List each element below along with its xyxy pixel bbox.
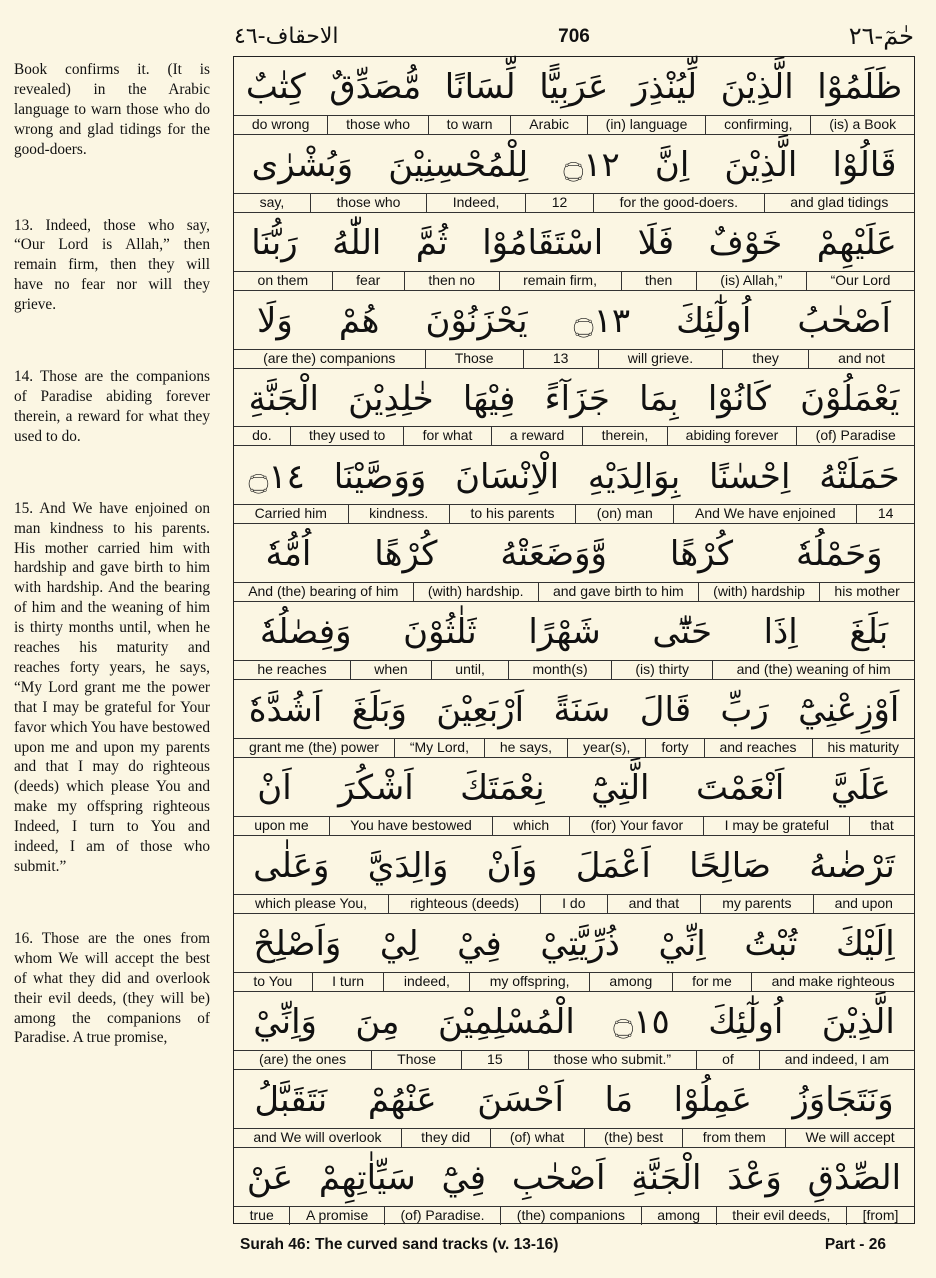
arabic-word: لِيْ [379,923,419,964]
arabic-word: حَتّٰٓى [652,612,712,653]
arabic-word: اُولٰٓئِكَ [676,300,752,341]
gloss-cell: my offspring, [469,973,589,991]
verse-row [234,135,914,213]
arabic-word: مِنَ [355,1001,400,1042]
arabic-word: اَنْ [257,768,292,809]
gloss-cell: month(s) [508,661,611,679]
arabic-word: الْمُسْلِمِيْنَ [437,1001,575,1042]
arabic-word: اِذَا [763,612,798,653]
verse-row [234,836,914,914]
gloss-cell: 12 [525,194,593,212]
gloss-line [234,1050,914,1069]
arabic-word: وَاِنِّيْ [253,1001,317,1042]
gloss-cell: that [849,817,914,835]
arabic-word: ثَلٰثُوْنَ [403,612,477,653]
verse-row [234,914,914,992]
arabic-word: اَصْحٰبِ [511,1157,606,1198]
gloss-line [234,816,914,835]
gloss-cell: and indeed, I am [759,1051,914,1069]
arabic-word: اِلَيْكَ [835,923,895,964]
arabic-word: وَعَلٰى [253,846,330,886]
gloss-cell: [from] [846,1207,914,1225]
arabic-word: الَّذِيْنَ [821,1001,895,1042]
gloss-cell: (of) Paradise [796,427,914,445]
gloss-cell: those who submit.” [528,1051,696,1069]
arabic-word: فِيْٓ [441,1157,487,1198]
translation-paragraph: 13. Indeed, those who say, “Our Lord is Allah,” then remain firm, then they will have no fear nor will they grieve. [14,216,210,314]
arabic-line [234,135,914,195]
verse-row [234,213,914,291]
gloss-line [234,115,914,134]
arabic-word: يَحْزَنُوْنَ [425,300,528,341]
gloss-cell: and glad tidings [764,194,914,212]
arabic-word: عَلَيَّ [830,768,891,809]
arabic-word: كِتٰبٌ [245,67,306,107]
gloss-cell: and We will overlook [253,1128,382,1145]
gloss-cell: true [249,1207,274,1224]
gloss-line [234,271,914,290]
arabic-word: اَرْبَعِيْنَ [436,690,525,731]
gloss-line [234,426,914,445]
arabic-word: اِنِّيْ [658,923,706,964]
arabic-word: مُّصَدِّقٌ [329,67,422,107]
gloss-cell: for the good-doers. [593,194,764,212]
gloss-cell: Those [425,350,523,368]
arabic-word: فَلَا [637,222,675,263]
arabic-word: وَحَمْلُهٗ [795,534,883,575]
gloss-cell: they used to [290,427,404,445]
gloss-cell: abiding forever [667,427,797,445]
gloss-cell: indeed, [383,973,469,991]
arabic-word: قَالَ [639,690,692,731]
arabic-line [234,291,914,351]
arabic-word: وَفِصٰلُهٗ [259,612,352,653]
gloss-cell: (are the) companions [263,349,396,366]
gloss-cell: to You [253,972,293,989]
gloss-cell: (is) thirty [611,661,712,679]
gloss-cell: and not [808,350,914,368]
gloss-cell: among [641,1207,716,1225]
gloss-line [234,972,914,991]
translation-paragraph: Book confirms it. (It is revealed) in the Arabic language to warn those who do wrong and glad tidings for the good-doers. [14,61,210,158]
arabic-word: تَرْضٰىهُ [809,846,895,886]
gloss-cell: (is) a Book [810,116,914,134]
arabic-word: لِّسَانًا [444,67,516,107]
gloss-cell: will grieve. [598,350,723,368]
gloss-cell: righteous (deeds) [388,895,540,913]
arabic-word: فِيْ [457,923,502,964]
arabic-word: اَحْسَنَ [477,1079,564,1120]
gloss-cell: (for) Your favor [569,817,703,835]
gloss-cell: and make righteous [751,973,914,991]
gloss-cell: (the) companions [500,1207,640,1225]
arabic-word: اسْتَقَامُوْا [482,222,604,263]
gloss-cell: (with) hardship [698,583,819,601]
surah-name-arabic: الاحقاف-٤٦ [234,24,339,49]
gloss-line [234,1206,914,1225]
gloss-cell: to warn [428,116,511,134]
arabic-word: لِّيُنْذِرَ [631,67,698,107]
gloss-cell: A promise [289,1207,384,1225]
gloss-line [234,582,914,601]
arabic-word: اَشْكُرَ [338,768,414,809]
arabic-word: رَبُّنَا [251,222,298,263]
gloss-cell: they [722,350,808,368]
arabic-word: الَّتِيْٓ [591,768,650,809]
gloss-cell: his maturity [812,739,915,757]
verse-row [234,758,914,836]
arabic-word: رَبِّ [720,690,769,731]
gloss-cell: a reward [491,427,583,445]
verse-row [234,447,914,525]
gloss-cell: kindness. [348,505,449,523]
arabic-line [234,57,914,117]
gloss-cell: on them [257,271,309,288]
gloss-cell: You have bestowed [329,817,492,835]
arabic-line [234,914,914,974]
gloss-cell: until, [431,661,508,679]
gloss-cell: “My Lord, [394,739,484,757]
arabic-word: عَلَيْهِمْ [816,222,897,263]
gloss-cell: those who [327,116,428,134]
gloss-cell: “Our Lord [806,272,914,290]
verse-row [234,291,914,369]
arabic-word: الْجَنَّةِ [248,378,319,419]
gloss-cell: I turn [312,973,384,991]
arabic-line [234,992,914,1052]
verse-row [234,369,914,447]
gloss-cell: (in) language [587,116,705,134]
verse-row [234,992,914,1070]
arabic-word: الْجَنَّةِ [631,1157,702,1198]
gloss-cell: and upon [813,895,914,913]
gloss-cell: confirming, [705,116,810,134]
gloss-cell: those who [310,194,426,212]
gloss-line [234,894,914,913]
arabic-word: وَبُشْرٰى [251,144,354,185]
gloss-cell: (of) what [490,1129,584,1147]
gloss-cell: And We have enjoined [673,505,856,523]
gloss-cell: remain firm, [499,272,621,290]
gloss-cell: Carried him [254,505,327,522]
gloss-cell: which [492,817,569,835]
juz-name-arabic: حٰمٓ-٢٦ [848,22,914,50]
verse-row [234,1070,914,1148]
gloss-cell: fear [332,272,404,290]
gloss-cell: forty [645,739,703,757]
arabic-line [234,836,914,896]
arabic-word: اَعْمَلَ [575,846,651,886]
translation-paragraph: 16. Those are the ones from whom We will accept the best of what they did and overlook their evil deeds, (they will be) among the companions of Paradise. A true promise, [14,929,210,1047]
gloss-cell: (are) the ones [259,1050,347,1067]
arabic-word: عَمِلُوْا [673,1079,752,1120]
arabic-word: ۝١٣ [573,301,631,342]
arabic-word: مَا [604,1079,634,1120]
gloss-cell: when [350,661,431,679]
arabic-word: اُمُّهٗ [265,534,312,575]
gloss-cell: and (the) weaning of him [712,661,914,679]
gloss-cell: (the) best [584,1129,683,1147]
arabic-word: اِنَّ [654,144,690,185]
arabic-word: وَعْدَ [727,1157,782,1198]
gloss-cell: he says, [484,739,567,757]
arabic-word: ۝١٥ [613,1002,670,1043]
arabic-word: كُرْهًا [374,534,438,575]
page-number: 706 [558,26,590,47]
arabic-word: سَيِّاٰتِهِمْ [318,1157,416,1198]
arabic-word: عَنْهُمْ [367,1079,437,1120]
arabic-word: فِيْهَا [462,378,516,419]
arabic-word: الَّذِيْنَ [720,67,794,107]
arabic-word: تُبْتُ [744,923,798,964]
arabic-word: نَتَقَبَّلُ [254,1079,328,1120]
arabic-word: ذُرِّيَّتِيْ [540,923,620,964]
arabic-line [234,1070,914,1130]
gloss-cell: and gave birth to him [538,583,698,601]
arabic-word: حَمَلَتْهُ [819,456,900,497]
arabic-word: بِوَالِدَيْهِ [587,456,681,497]
arabic-word: نِعْمَتَكَ [460,768,545,809]
gloss-cell: (of) Paradise. [384,1207,500,1225]
gloss-line [234,1128,914,1147]
arabic-word: كَانُوْا [707,378,771,419]
translation-paragraph: 15. And We have enjoined on man kindness to his parents. His mother carried him with hardship and gave birth to him with hardship. And the bearing of him and the weaning of him is thirty months until, when he reaches his maturity and reaches forty years, he says, “My Lord grant me the power that I may be grateful for Your favor which You have bestowed upon me and upon my parents and that I may do righteous (deeds) which please You and make my offspring righteous Indeed, I turn to You and indeed, I am of those who submit.” [14,499,210,875]
gloss-cell: he reaches [257,661,327,678]
gloss-cell: therein, [582,427,666,445]
arabic-word: ۝١٤ [248,457,305,497]
gloss-cell: then no [404,272,499,290]
arabic-word: بِمَا [639,378,679,419]
verse-row [234,680,914,758]
gloss-cell: (is) Allah,” [696,272,806,290]
gloss-cell: among [589,973,672,991]
gloss-cell: of [696,1051,759,1069]
arabic-word: اِحْسٰنًا [708,456,791,497]
gloss-cell: for me [672,973,752,991]
arabic-line [234,1148,914,1208]
arabic-word: جَزَآءً [544,378,610,419]
gloss-cell: 13 [523,350,598,368]
arabic-word: الَّذِيْنَ [724,144,798,185]
arabic-word: بَلَغَ [849,612,889,653]
verse-row [234,57,914,135]
gloss-cell: 14 [856,505,914,523]
arabic-word: وَاَصْلِحْ [253,923,342,964]
arabic-line [234,447,914,507]
arabic-word: اُولٰٓئِكَ [708,1001,784,1042]
arabic-word: سَنَةً [553,690,611,731]
gloss-line [234,349,914,368]
arabic-line [234,758,914,818]
arabic-line [234,524,914,584]
arabic-line [234,602,914,662]
gloss-cell: and reaches [704,739,812,757]
arabic-word: وَالِدَيَّ [367,846,449,886]
gloss-cell: their evil deeds, [716,1207,846,1225]
gloss-cell: grant me (the) power [248,739,379,756]
gloss-cell: (with) hardship. [413,583,538,601]
arabic-word: اَنْعَمْتَ [696,768,785,809]
arabic-word: قَالُوْا [832,144,897,185]
gloss-cell: to his parents [449,505,575,523]
arabic-word: هُمْ [338,300,380,341]
arabic-word: صَالِحًا [689,846,772,886]
gloss-cell: Arabic [510,116,586,134]
gloss-cell: We will accept [785,1129,914,1147]
arabic-word: وَلَا [257,300,293,341]
gloss-cell: then [621,272,696,290]
gloss-cell: his mother [819,583,914,601]
translation-paragraph: 14. Those are the companions of Paradise abiding forever therein, a reward for what they used to do. [14,368,210,445]
page-header [234,22,914,56]
arabic-line [234,369,914,429]
arabic-line [234,680,914,740]
arabic-word: ظَلَمُوْا [817,67,903,107]
arabic-word: اَوْزِعْنِيْٓ [798,690,900,731]
verse-row [234,602,914,680]
gloss-line [234,660,914,679]
gloss-cell: my parents [700,895,812,913]
gloss-cell: do wrong [251,115,310,132]
arabic-word: ۝١٢ [563,145,620,186]
gloss-line [234,738,914,757]
gloss-cell: 15 [461,1051,528,1069]
arabic-word: وَوَصَّيْنَا [333,456,427,497]
gloss-cell: Indeed, [426,194,525,212]
arabic-word: اللّٰهُ [332,222,382,263]
gloss-cell: I may be grateful [703,817,849,835]
gloss-cell: Those [371,1051,461,1069]
gloss-cell: for what [403,427,490,445]
arabic-word: كُرْهًا [669,534,734,575]
gloss-cell: year(s), [567,739,645,757]
word-by-word-grid [233,56,915,1224]
gloss-cell: which please You, [254,894,368,911]
arabic-word: خٰلِدِيْنَ [348,378,434,419]
part-label: Part - 26 [824,1236,886,1253]
arabic-word: شَهْرًا [528,612,601,653]
arabic-line [234,213,914,273]
arabic-word: وَاَنْ [486,846,538,886]
arabic-word: وَنَتَجَاوَزُ [792,1079,894,1120]
gloss-cell: And (the) bearing of him [248,583,399,600]
arabic-word: وَّوَضَعَتْهُ [500,534,607,575]
surah-title: Surah 46: The curved sand tracks (v. 13-16) [240,1236,559,1253]
arabic-word: اَشُدَّهٗ [248,690,323,731]
gloss-cell: say, [259,193,285,210]
gloss-cell: (on) man [575,505,673,523]
gloss-line [234,504,914,523]
arabic-word: عَرَبِيًّا [539,67,609,107]
arabic-word: عَنْ [246,1157,294,1198]
gloss-cell: from them [682,1129,785,1147]
gloss-cell: they did [401,1129,490,1147]
gloss-line [234,193,914,212]
page-footer [240,1236,910,1254]
gloss-cell: do. [252,427,272,444]
gloss-cell: upon me [254,816,309,833]
gloss-cell: and that [607,895,701,913]
arabic-word: يَعْمَلُوْنَ [800,378,900,419]
translation-column [14,60,210,1048]
arabic-word: خَوْفٌ [708,222,783,263]
verse-row [234,524,914,602]
arabic-word: اَصْحٰبُ [797,300,891,341]
arabic-word: لِلْمُحْسِنِيْنَ [388,144,529,185]
gloss-cell: I do [540,895,606,913]
arabic-word: وَبَلَغَ [351,690,407,731]
arabic-word: الصِّدْقِ [807,1157,902,1198]
arabic-word: الْاِنْسَانَ [455,456,560,497]
arabic-word: ثُمَّ [415,222,448,263]
verse-row [234,1148,914,1226]
